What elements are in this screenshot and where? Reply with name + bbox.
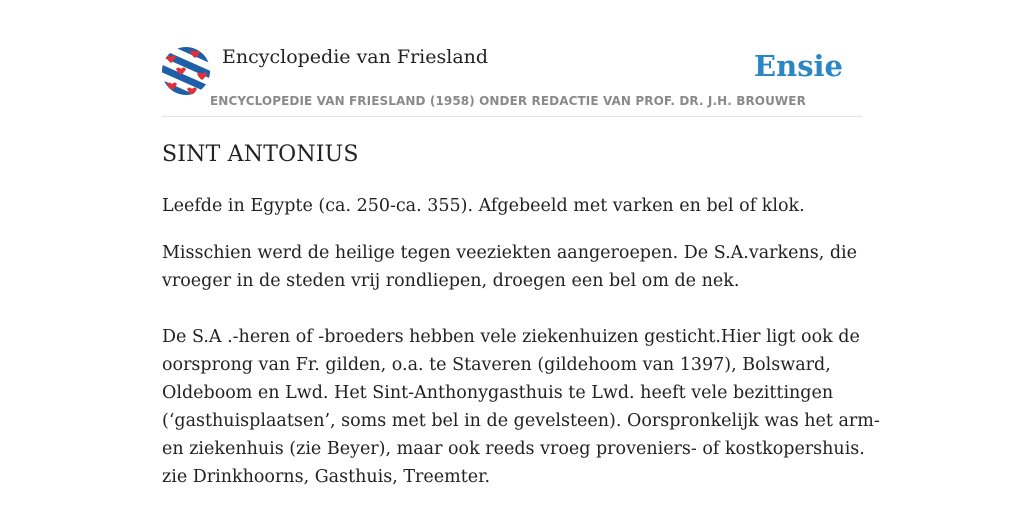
paragraph-line: Leefde in Egypte (ca. 250-ca. 355). Afgebeeld met varken en bel of klok. bbox=[162, 196, 805, 216]
entry-title: SINT ANTONIUS bbox=[162, 142, 359, 167]
paragraph-line: Misschien werd de heilige tegen veeziekten aangeroepen. De S.A.varkens, die bbox=[162, 243, 858, 263]
ensie-logo[interactable]: Ensie bbox=[754, 49, 843, 83]
entry-paragraph bbox=[162, 239, 862, 295]
paragraph-line: Oldeboom en Lwd. Het Sint-Anthonygasthuis te Lwd. heeft vele bezittingen bbox=[162, 383, 834, 403]
paragraph-line: De S.A .-heren of -broeders hebben vele ziekenhuizen gesticht.Hier ligt ook de bbox=[162, 327, 860, 347]
encyclopedia-subtitle: ENCYCLOPEDIE VAN FRIESLAND (1958) ONDER REDACTIE VAN PROF. DR. J.H. BROUWER bbox=[210, 94, 806, 108]
paragraph-line: zie Drinkhoorns, Gasthuis, Treemter. bbox=[162, 467, 491, 487]
entry-paragraph bbox=[162, 192, 862, 220]
paragraph-line: vroeger in de steden vrij rondliepen, droegen een bel om de nek. bbox=[162, 271, 740, 291]
entry-content bbox=[162, 139, 880, 510]
paragraph-line: oorsprong van Fr. gilden, o.a. te Staveren (gildehoom van 1397), Bolsward, bbox=[162, 355, 831, 375]
paragraph-line: (‘gasthuisplaatsen’, soms met bel in de gevelsteen). Oorspronkelijk was het arm- bbox=[162, 411, 880, 431]
entry-paragraph bbox=[162, 323, 880, 491]
paragraph-line: en ziekenhuis (zie Beyer), maar ook reeds vroeg proveniers- of kostkopershuis. bbox=[162, 439, 865, 459]
site-title[interactable]: Encyclopedie van Friesland bbox=[222, 46, 489, 68]
friesland-flag-icon[interactable] bbox=[162, 47, 210, 95]
site-header bbox=[162, 44, 862, 117]
